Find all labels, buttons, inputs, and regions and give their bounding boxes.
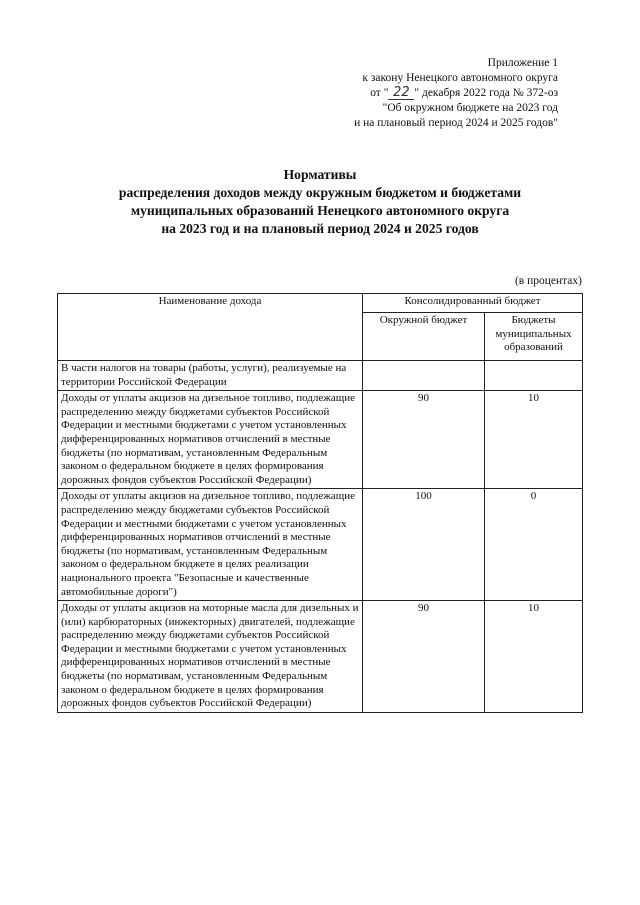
- table-row: [58, 601, 583, 713]
- appendix-law-reference: к закону Ненецкого автономного округа: [362, 72, 558, 84]
- row-okr-value: 100: [363, 489, 485, 601]
- table-row-section: [58, 361, 583, 391]
- appendix-law-title-1: "Об окружном бюджете на 2023 год: [382, 102, 558, 114]
- row-mun-value: 10: [485, 601, 583, 713]
- header-municipal-budgets: Бюджеты муниципальных образований: [485, 313, 583, 361]
- title-line-2: распределения доходов между окружным бюджетом и бюджетами: [118, 185, 522, 200]
- appendix-reference: [238, 56, 558, 131]
- header-okrug-budget: Окружной бюджет: [363, 313, 485, 361]
- title-line-3: муниципальных образований Ненецкого автономного округа: [130, 203, 510, 218]
- title-line-1: Нормативы: [283, 167, 357, 182]
- title-line-4: на 2023 год и на плановый период 2024 и 2025 годов: [161, 221, 479, 236]
- row-mun-value: 10: [485, 391, 583, 489]
- section-okr-empty: [363, 361, 485, 391]
- row-okr-value: 90: [363, 391, 485, 489]
- row-income-name: Доходы от уплаты акцизов на моторные масла для дизельных и (или) карбюраторных (инжекторных) двигателей, подлежащие распределению между бюджетами субъектов Российской Федерации и местными бюджетами с учетом установленных дифференцированных нормативов отчислений в местные бюджеты (по нормативам, установленным Федеральным законом о федеральном бюджете в целях формирования дорожных фондов субъектов Российской Федерации): [58, 601, 363, 713]
- header-consolidated-budget: Консолидированный бюджет: [363, 294, 583, 313]
- appendix-law-date: [238, 86, 558, 101]
- row-income-name: Доходы от уплаты акцизов на дизельное топливо, подлежащие распределению между бюджетами субъектов Российской Федерации и местными бюджетами с учетом установленных дифференцированных нормативов отчислений в местные бюджеты (по нормативам, установленным Федеральным законом о федеральном бюджете в целях формирования дорожных фондов субъектов Российской Федерации): [58, 391, 363, 489]
- section-title: В части налогов на товары (работы, услуги), реализуемые на территории Российской Федерации: [58, 361, 363, 391]
- appendix-date-suffix: " декабря 2022 года № 372-оз: [414, 87, 558, 99]
- appendix-number: Приложение 1: [487, 57, 558, 69]
- norms-table: [57, 293, 583, 713]
- row-okr-value: 90: [363, 601, 485, 713]
- document-title: [60, 166, 580, 238]
- table-row: [58, 489, 583, 601]
- header-income-name: Наименование дохода: [58, 294, 363, 361]
- row-income-name: Доходы от уплаты акцизов на дизельное топливо, подлежащие распределению между бюджетами субъектов Российской Федерации и местными бюджетами с учетом установленных дифференцированных нормативов отчислений в местные бюджеты (по нормативам, установленным Федеральным законом о федеральном бюджете в целях реализации национального проекта "Безопасные и качественные автомобильные дороги"): [58, 489, 363, 601]
- row-mun-value: 0: [485, 489, 583, 601]
- unit-note: (в процентах): [514, 275, 582, 287]
- appendix-law-title-2: и на плановый период 2024 и 2025 годов": [354, 117, 558, 129]
- handwritten-day: 22: [388, 87, 414, 100]
- section-mun-empty: [485, 361, 583, 391]
- appendix-date-prefix: от ": [370, 87, 389, 99]
- table-row: [58, 391, 583, 489]
